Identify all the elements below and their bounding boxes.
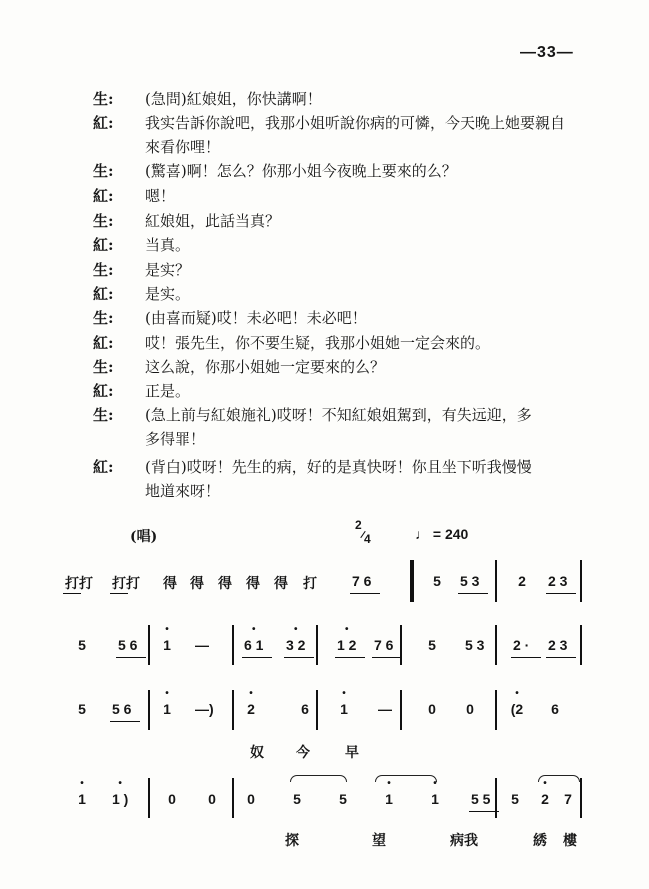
beam-underline [116, 657, 146, 658]
jianpu-note: 2 · [513, 637, 530, 653]
jianpu-note: • 6 1 [244, 637, 263, 653]
beam-underline [511, 657, 541, 658]
jianpu-note: 0 [428, 701, 436, 717]
jianpu-note: 得 [246, 575, 260, 591]
jianpu-note: 7 [564, 791, 572, 807]
dialogue-line [0, 356, 649, 380]
jianpu-note: 6 [551, 701, 559, 717]
jianpu-note: • 1 2 [337, 637, 356, 653]
beam-underline [372, 657, 402, 658]
jianpu-note: 2 [518, 573, 526, 589]
dialogue-line [0, 332, 649, 356]
speech-text: 这么說，你那小姐她一定要來的么？ [145, 358, 386, 376]
jianpu-note: • 1 [160, 701, 174, 717]
dialogue-line [0, 112, 649, 136]
beam-underline [284, 657, 314, 658]
barline [316, 690, 318, 730]
slur-tie [538, 775, 580, 782]
dialogue-line [0, 160, 649, 184]
dialogue-line [0, 210, 649, 234]
lyric-syllable: 早 [345, 745, 359, 761]
jianpu-note: 得 [274, 575, 288, 591]
barline [580, 778, 582, 818]
tempo-marking: ♩ = 240 [415, 526, 469, 542]
jianpu-note: 5 [428, 637, 436, 653]
jianpu-note: • 2 [244, 701, 258, 717]
speaker-label: 生: [93, 90, 114, 108]
music-header [0, 520, 649, 550]
speaker-label: 紅: [93, 236, 114, 254]
speaker-label: 生: [93, 261, 114, 279]
dialogue-line-continuation [0, 136, 649, 160]
speech-text: (由喜而疑)哎！未必吧！未必吧！ [145, 309, 367, 327]
dialogue-line [0, 234, 649, 258]
speech-text: (急上前与紅娘施礼)哎呀！不知紅娘姐駕到，有失远迎，多 [145, 406, 532, 424]
speech-text: 哎！張先生，你不要生疑，我那小姐她一定会來的。 [145, 334, 491, 352]
slur-tie [375, 775, 437, 782]
beam-underline [335, 657, 365, 658]
barline [400, 625, 402, 665]
barline [316, 625, 318, 665]
barline [495, 690, 497, 730]
speaker-label: 生: [93, 212, 114, 230]
jianpu-note: 2 3 [548, 637, 568, 653]
dialogue-line [0, 259, 649, 283]
jianpu-note: • 3 2 [286, 637, 305, 653]
jianpu-note: • 1 [160, 637, 174, 653]
dialogue-line [0, 88, 649, 112]
barline [580, 560, 582, 602]
speech-text: (背白)哎呀！先生的病，好的是真快呀！你且坐下听我慢慢 [145, 458, 532, 476]
jianpu-note: 5 [511, 791, 519, 807]
lyric-syllable: 樓 [563, 833, 577, 849]
lyric-syllable: 病我 [450, 833, 478, 849]
lyric-syllable: 今 [296, 745, 310, 761]
barline [148, 690, 150, 730]
lyric-syllable: 奴 [250, 745, 264, 761]
barline [148, 625, 150, 665]
jianpu-note: 5 6 [112, 701, 132, 717]
speech-text: 是实？ [145, 261, 191, 279]
barline [232, 690, 234, 730]
jianpu-note: 得 [190, 575, 204, 591]
jianpu-note: • 1 [428, 791, 442, 807]
jianpu-note: 5 3 [465, 637, 485, 653]
speaker-label: 紅: [93, 458, 114, 476]
speaker-label: 生: [93, 162, 114, 180]
speech-text: (驚喜)啊！怎么？你那小姐今夜晚上要來的么？ [145, 162, 457, 180]
barline [580, 625, 582, 665]
time-signature-bottom: 4 [364, 532, 371, 546]
beam-underline [458, 593, 488, 594]
speech-text-continuation: 地道來呀！ [145, 482, 221, 500]
speech-text: 我实告訴你說吧，我那小姐听說你病的可憐，今天晚上她要親自 [145, 114, 566, 132]
lyric-syllable: 綉 [533, 833, 547, 849]
speech-text: 紅娘姐，此話当真？ [145, 212, 281, 230]
beam-underline [242, 657, 272, 658]
jianpu-note: 5 [433, 573, 441, 589]
jianpu-note: 5 3 [460, 573, 480, 589]
barline [495, 560, 497, 602]
jianpu-note: • 1 ) [112, 791, 128, 807]
dialogue-line [0, 380, 649, 404]
barline [232, 778, 234, 818]
speech-text: 是实。 [145, 285, 191, 303]
barline [495, 625, 497, 665]
beam-underline [63, 593, 81, 594]
jianpu-note: 得 [218, 575, 232, 591]
speaker-label: 紅: [93, 285, 114, 303]
speaker-label: 生: [93, 309, 114, 327]
barline [400, 690, 402, 730]
lyric-syllable: 探 [285, 833, 299, 849]
jianpu-note: 0 [168, 791, 176, 807]
jianpu-note: 6 [301, 701, 309, 717]
jianpu-note: 打打 [112, 575, 140, 591]
jianpu-note: — [378, 701, 392, 717]
jianpu-note: 0 [208, 791, 216, 807]
sing-label: (唱) [130, 529, 158, 545]
jianpu-note: • 2 [538, 791, 552, 807]
dialogue-line-continuation [0, 480, 649, 504]
jianpu-note: • 1 [75, 791, 89, 807]
jianpu-note: 0 [247, 791, 255, 807]
barline [412, 560, 414, 602]
jianpu-note: — [195, 637, 209, 653]
jianpu-note: 5 5 [471, 791, 491, 807]
page-number: —33— [520, 44, 574, 61]
dialogue-line-continuation [0, 428, 649, 452]
jianpu-note: 得 [163, 575, 177, 591]
dialogue-line [0, 185, 649, 209]
speech-text: 嗯！ [145, 187, 176, 205]
beam-underline [110, 721, 140, 722]
dialogue-line [0, 456, 649, 480]
speech-text: 正是。 [145, 382, 191, 400]
jianpu-note: 5 [78, 701, 86, 717]
speaker-label: 紅: [93, 334, 114, 352]
barline [232, 625, 234, 665]
beam-underline [350, 593, 380, 594]
dialogue-line [0, 307, 649, 331]
jianpu-note: 2 3 [548, 573, 568, 589]
jianpu-note: 5 6 [118, 637, 138, 653]
speech-text: 当真。 [145, 236, 191, 254]
jianpu-note: 5 [293, 791, 301, 807]
jianpu-note: 7 6 [374, 637, 394, 653]
barline [148, 778, 150, 818]
jianpu-note: • (2 [510, 701, 524, 717]
jianpu-note: 7 6 [352, 573, 372, 589]
beam-underline [546, 657, 576, 658]
speech-text-continuation: 來看你哩！ [145, 138, 221, 156]
beam-underline [546, 593, 576, 594]
jianpu-note: • 1 [337, 701, 351, 717]
slur-tie [290, 775, 347, 782]
jianpu-note: 5 [339, 791, 347, 807]
speaker-label: 紅: [93, 382, 114, 400]
dialogue-line [0, 283, 649, 307]
dialogue-line [0, 404, 649, 428]
jianpu-note: 打 [303, 575, 317, 591]
jianpu-note: 0 [466, 701, 474, 717]
time-signature-top: 2 [355, 518, 362, 532]
jianpu-note: 5 [78, 637, 86, 653]
speaker-label: 生: [93, 358, 114, 376]
speaker-label: 紅: [93, 114, 114, 132]
jianpu-note: 打打 [65, 575, 93, 591]
speaker-label: 紅: [93, 187, 114, 205]
beam-underline [110, 593, 128, 594]
speech-text: (急問)紅娘姐，你快講啊！ [145, 90, 322, 108]
jianpu-note: —) [195, 701, 214, 717]
jianpu-note: • 1 [382, 791, 396, 807]
lyric-syllable: 望 [372, 833, 386, 849]
speech-text-continuation: 多得罪！ [145, 430, 206, 448]
barline [495, 778, 497, 818]
speaker-label: 生: [93, 406, 114, 424]
